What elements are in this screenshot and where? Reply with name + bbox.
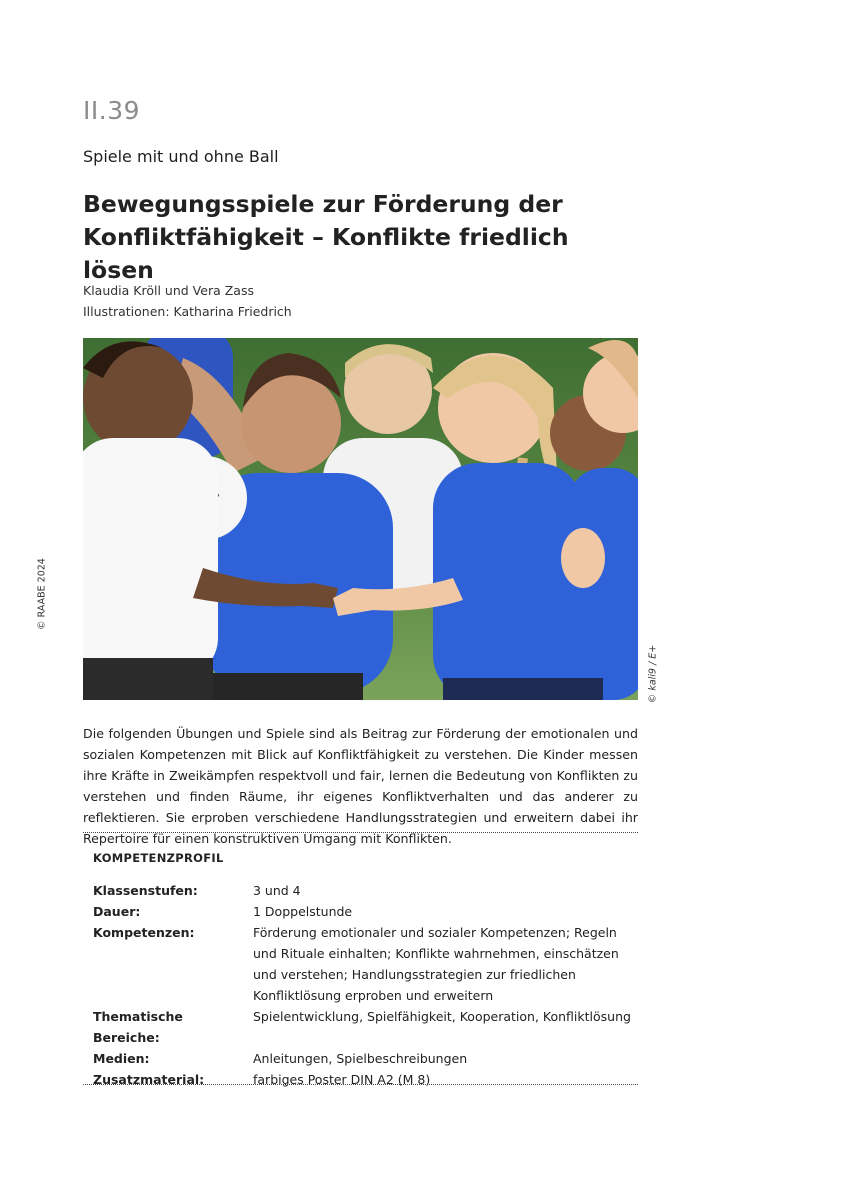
profile-row-topics bbox=[93, 1006, 638, 1048]
profile-label: Zusatzmaterial: bbox=[93, 1072, 205, 1087]
profile-value: farbiges Poster DIN A2 (M 8) bbox=[253, 1072, 431, 1087]
profile-label: Medien: bbox=[93, 1051, 150, 1066]
profile-label: Kompetenzen: bbox=[93, 925, 195, 940]
category-label: Spiele mit und ohne Ball bbox=[83, 147, 279, 166]
cover-photo bbox=[83, 338, 638, 700]
profile-heading: KOMPETENZPROFIL bbox=[93, 851, 224, 865]
profile-value: Anleitungen, Spielbeschreibungen bbox=[253, 1051, 468, 1066]
profile-value: Spielentwicklung, Spielfähigkeit, Kooperation, Konfliktlösung bbox=[253, 1009, 631, 1024]
illustrator: Illustrationen: Katharina Friedrich bbox=[83, 304, 292, 319]
divider-bottom bbox=[83, 1084, 638, 1085]
competence-profile bbox=[93, 880, 638, 1090]
title-line-2: Konfliktfähigkeit – Konflikte friedlich lösen bbox=[83, 223, 569, 284]
profile-row-additional bbox=[93, 1069, 638, 1090]
profile-value: 3 und 4 bbox=[253, 883, 301, 898]
page-title bbox=[83, 188, 643, 287]
profile-row-duration bbox=[93, 901, 638, 922]
profile-label: Dauer: bbox=[93, 904, 141, 919]
profile-row-grade bbox=[93, 880, 638, 901]
photo-credit: © kali9 / E+ bbox=[647, 644, 659, 704]
title-line-1: Bewegungsspiele zur Förderung der bbox=[83, 190, 563, 218]
section-number: II.39 bbox=[83, 96, 141, 125]
profile-label: Klassenstufen: bbox=[93, 883, 198, 898]
profile-row-competences bbox=[93, 922, 638, 1006]
profile-row-media bbox=[93, 1048, 638, 1069]
copyright-notice: © RAABE 2024 bbox=[36, 558, 48, 630]
intro-paragraph: Die folgenden Übungen und Spiele sind als Beitrag zur Förderung der emotionalen und sozialen Kompetenzen mit Blick auf Konfliktfähigkeit zu verstehen. Die Kinder messen ihre Kräfte in Zweikämpfen respektvoll und fair, lernen die Bedeutung von Konflikten zu verstehen und finden Räume, ihr eigenes Konfliktverhalten und das anderer zu reflektieren. Sie erproben verschiedene Handlungsstrategien und erweitern dabei ihr Repertoire für einen konstruktiven Umgang mit Konflikten. bbox=[83, 726, 638, 846]
profile-label: Thematische Bereiche: bbox=[93, 1009, 183, 1045]
credits-block bbox=[83, 280, 292, 322]
authors: Klaudia Kröll und Vera Zass bbox=[83, 283, 254, 298]
divider-top bbox=[83, 832, 638, 833]
profile-value: Förderung emotionaler und sozialer Kompetenzen; Regeln und Rituale einhalten; Konflikte wahrnehmen, einschätzen und verstehen; Handlungsstrategien zur friedlichen Konfliktlösung erproben und erweitern bbox=[253, 925, 619, 1003]
profile-value: 1 Doppelstunde bbox=[253, 904, 353, 919]
